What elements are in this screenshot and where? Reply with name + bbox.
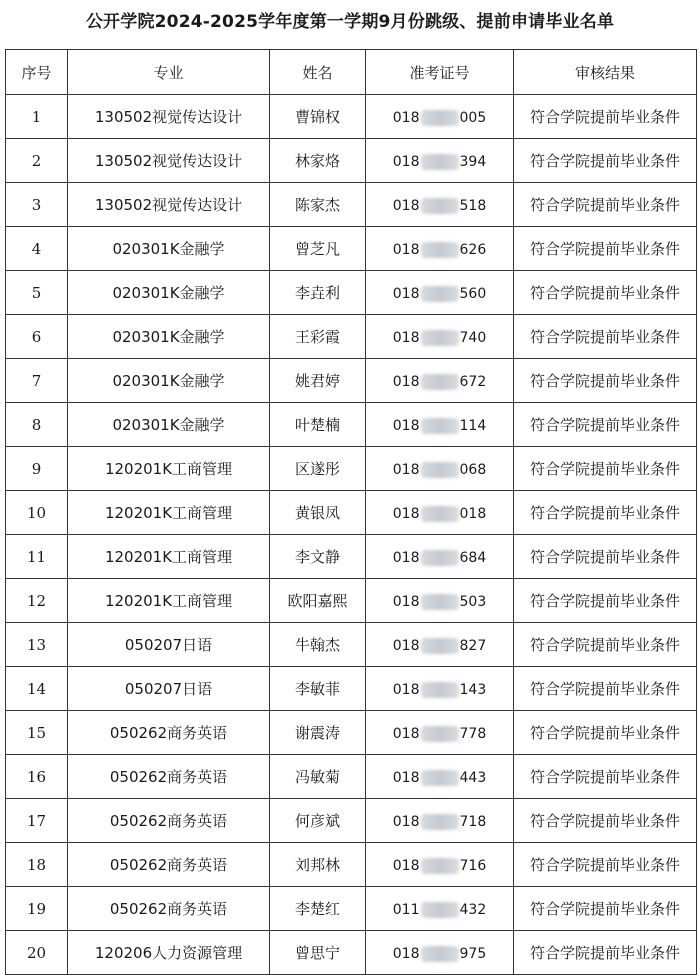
table-row [6, 227, 697, 271]
row-major: 120201K工商管理 [68, 535, 270, 579]
table-row [6, 447, 697, 491]
row-major: 020301K金融学 [68, 227, 270, 271]
row-result: 符合学院提前毕业条件 [514, 403, 697, 447]
redaction-blur [421, 198, 459, 214]
exam-id-suffix: 716 [459, 857, 487, 874]
redaction-blur [421, 902, 459, 918]
row-name: 牛翰杰 [270, 623, 366, 667]
row-result: 符合学院提前毕业条件 [514, 623, 697, 667]
header-result: 审核结果 [514, 50, 697, 95]
redaction-blur [421, 418, 459, 434]
exam-id-suffix: 626 [459, 241, 487, 258]
row-major: 130502视觉传达设计 [68, 183, 270, 227]
redaction-blur [421, 462, 459, 478]
row-name: 曾芝凡 [270, 227, 366, 271]
redaction-blur [421, 814, 459, 830]
table-row [6, 271, 697, 315]
row-major: 120201K工商管理 [68, 491, 270, 535]
row-exam-id [366, 667, 514, 711]
row-seq: 16 [6, 755, 68, 799]
row-exam-id [366, 887, 514, 931]
row-seq: 3 [6, 183, 68, 227]
exam-id-suffix: 518 [459, 197, 487, 214]
header-exam-id: 准考证号 [366, 50, 514, 95]
row-major: 050262商务英语 [68, 887, 270, 931]
table-row [6, 315, 697, 359]
exam-id-suffix: 740 [459, 329, 487, 346]
row-name: 王彩霞 [270, 315, 366, 359]
row-exam-id [366, 491, 514, 535]
row-result: 符合学院提前毕业条件 [514, 755, 697, 799]
row-name: 何彦斌 [270, 799, 366, 843]
row-exam-id [366, 359, 514, 403]
row-exam-id [366, 799, 514, 843]
exam-id-prefix: 018 [392, 505, 420, 522]
exam-id-suffix: 018 [459, 505, 487, 522]
row-major: 050262商务英语 [68, 711, 270, 755]
exam-id-prefix: 018 [392, 945, 420, 962]
redaction-blur [421, 110, 459, 126]
row-name: 李垚利 [270, 271, 366, 315]
row-name: 曹锦权 [270, 95, 366, 139]
row-result: 符合学院提前毕业条件 [514, 227, 697, 271]
header-seq: 序号 [6, 50, 68, 95]
exam-id-prefix: 018 [392, 681, 420, 698]
row-major: 120201K工商管理 [68, 579, 270, 623]
row-major: 130502视觉传达设计 [68, 95, 270, 139]
row-exam-id [366, 755, 514, 799]
row-major: 120206人力资源管理 [68, 931, 270, 975]
exam-id-prefix: 018 [392, 593, 420, 610]
exam-id-prefix: 018 [392, 549, 420, 566]
exam-id-prefix: 018 [392, 461, 420, 478]
row-result: 符合学院提前毕业条件 [514, 799, 697, 843]
redaction-blur [421, 506, 459, 522]
row-result: 符合学院提前毕业条件 [514, 359, 697, 403]
row-seq: 9 [6, 447, 68, 491]
table-row [6, 711, 697, 755]
table-row [6, 535, 697, 579]
row-major: 050207日语 [68, 623, 270, 667]
redaction-blur [421, 726, 459, 742]
exam-id-suffix: 443 [459, 769, 487, 786]
header-major: 专业 [68, 50, 270, 95]
row-seq: 18 [6, 843, 68, 887]
row-seq: 14 [6, 667, 68, 711]
table-row [6, 843, 697, 887]
row-major: 020301K金融学 [68, 403, 270, 447]
row-name: 林家烙 [270, 139, 366, 183]
row-seq: 11 [6, 535, 68, 579]
row-seq: 2 [6, 139, 68, 183]
exam-id-prefix: 018 [392, 637, 420, 654]
row-result: 符合学院提前毕业条件 [514, 931, 697, 975]
exam-id-suffix: 068 [459, 461, 487, 478]
exam-id-suffix: 114 [459, 417, 487, 434]
row-result: 符合学院提前毕业条件 [514, 667, 697, 711]
row-result: 符合学院提前毕业条件 [514, 139, 697, 183]
exam-id-prefix: 018 [392, 109, 420, 126]
exam-id-suffix: 143 [459, 681, 487, 698]
table-row [6, 579, 697, 623]
row-exam-id [366, 447, 514, 491]
table-row [6, 183, 697, 227]
row-exam-id [366, 843, 514, 887]
row-name: 陈家杰 [270, 183, 366, 227]
redaction-blur [421, 594, 459, 610]
row-exam-id [366, 95, 514, 139]
redaction-blur [421, 242, 459, 258]
row-seq: 10 [6, 491, 68, 535]
exam-id-suffix: 005 [459, 109, 487, 126]
header-name: 姓名 [270, 50, 366, 95]
exam-id-prefix: 018 [392, 769, 420, 786]
exam-id-suffix: 684 [459, 549, 487, 566]
row-result: 符合学院提前毕业条件 [514, 491, 697, 535]
exam-id-prefix: 018 [392, 813, 420, 830]
row-seq: 6 [6, 315, 68, 359]
row-seq: 19 [6, 887, 68, 931]
row-major: 020301K金融学 [68, 359, 270, 403]
redaction-blur [421, 330, 459, 346]
redaction-blur [421, 682, 459, 698]
row-exam-id [366, 931, 514, 975]
exam-id-prefix: 018 [392, 857, 420, 874]
redaction-blur [421, 154, 459, 170]
table-row [6, 139, 697, 183]
exam-id-prefix: 018 [392, 241, 420, 258]
row-seq: 12 [6, 579, 68, 623]
table-row [6, 623, 697, 667]
row-result: 符合学院提前毕业条件 [514, 843, 697, 887]
row-result: 符合学院提前毕业条件 [514, 271, 697, 315]
row-major: 120201K工商管理 [68, 447, 270, 491]
redaction-blur [421, 770, 459, 786]
page-title: 公开学院2024-2025学年度第一学期9月份跳级、提前申请毕业名单 [85, 12, 615, 32]
row-exam-id [366, 315, 514, 359]
row-name: 姚君婷 [270, 359, 366, 403]
row-seq: 4 [6, 227, 68, 271]
table-row [6, 667, 697, 711]
row-exam-id [366, 623, 514, 667]
exam-id-prefix: 018 [392, 373, 420, 390]
row-exam-id [366, 579, 514, 623]
row-name: 李楚红 [270, 887, 366, 931]
exam-id-suffix: 975 [459, 945, 487, 962]
exam-id-prefix: 018 [392, 153, 420, 170]
exam-id-suffix: 394 [459, 153, 487, 170]
redaction-blur [421, 858, 459, 874]
row-result: 符合学院提前毕业条件 [514, 887, 697, 931]
exam-id-suffix: 827 [459, 637, 487, 654]
row-exam-id [366, 227, 514, 271]
graduation-list-table [5, 49, 697, 975]
row-result: 符合学院提前毕业条件 [514, 711, 697, 755]
exam-id-suffix: 718 [459, 813, 487, 830]
row-major: 130502视觉传达设计 [68, 139, 270, 183]
table-body [6, 95, 697, 975]
row-exam-id [366, 271, 514, 315]
row-name: 李敏菲 [270, 667, 366, 711]
table-row [6, 359, 697, 403]
row-exam-id [366, 403, 514, 447]
row-seq: 8 [6, 403, 68, 447]
row-seq: 15 [6, 711, 68, 755]
exam-id-suffix: 432 [459, 901, 487, 918]
row-result: 符合学院提前毕业条件 [514, 183, 697, 227]
redaction-blur [421, 946, 459, 962]
table-row [6, 95, 697, 139]
row-exam-id [366, 183, 514, 227]
redaction-blur [421, 550, 459, 566]
row-major: 020301K金融学 [68, 271, 270, 315]
row-seq: 1 [6, 95, 68, 139]
row-seq: 17 [6, 799, 68, 843]
table-row [6, 403, 697, 447]
row-result: 符合学院提前毕业条件 [514, 95, 697, 139]
table-row [6, 887, 697, 931]
exam-id-suffix: 778 [459, 725, 487, 742]
row-name: 黄银凤 [270, 491, 366, 535]
exam-id-prefix: 018 [392, 329, 420, 346]
row-name: 刘邦林 [270, 843, 366, 887]
table-row [6, 931, 697, 975]
row-major: 050262商务英语 [68, 843, 270, 887]
redaction-blur [421, 638, 459, 654]
row-exam-id [366, 139, 514, 183]
row-major: 050207日语 [68, 667, 270, 711]
row-name: 李文静 [270, 535, 366, 579]
redaction-blur [421, 286, 459, 302]
row-major: 050262商务英语 [68, 755, 270, 799]
exam-id-prefix: 018 [392, 725, 420, 742]
exam-id-suffix: 672 [459, 373, 487, 390]
exam-id-prefix: 018 [392, 417, 420, 434]
row-exam-id [366, 535, 514, 579]
row-name: 曾思宁 [270, 931, 366, 975]
row-seq: 13 [6, 623, 68, 667]
exam-id-suffix: 503 [459, 593, 487, 610]
row-major: 020301K金融学 [68, 315, 270, 359]
redaction-blur [421, 374, 459, 390]
row-seq: 20 [6, 931, 68, 975]
row-result: 符合学院提前毕业条件 [514, 447, 697, 491]
exam-id-prefix: 018 [392, 197, 420, 214]
exam-id-prefix: 018 [392, 285, 420, 302]
row-name: 欧阳嘉熙 [270, 579, 366, 623]
row-name: 叶楚楠 [270, 403, 366, 447]
table-row [6, 755, 697, 799]
row-seq: 7 [6, 359, 68, 403]
table-row [6, 799, 697, 843]
row-name: 区遂彤 [270, 447, 366, 491]
row-exam-id [366, 711, 514, 755]
row-result: 符合学院提前毕业条件 [514, 535, 697, 579]
row-seq: 5 [6, 271, 68, 315]
exam-id-prefix: 011 [392, 901, 420, 918]
exam-id-suffix: 560 [459, 285, 487, 302]
row-result: 符合学院提前毕业条件 [514, 315, 697, 359]
table-header-row [6, 50, 697, 95]
row-name: 谢震涛 [270, 711, 366, 755]
row-result: 符合学院提前毕业条件 [514, 579, 697, 623]
row-name: 冯敏菊 [270, 755, 366, 799]
row-major: 050262商务英语 [68, 799, 270, 843]
table-row [6, 491, 697, 535]
